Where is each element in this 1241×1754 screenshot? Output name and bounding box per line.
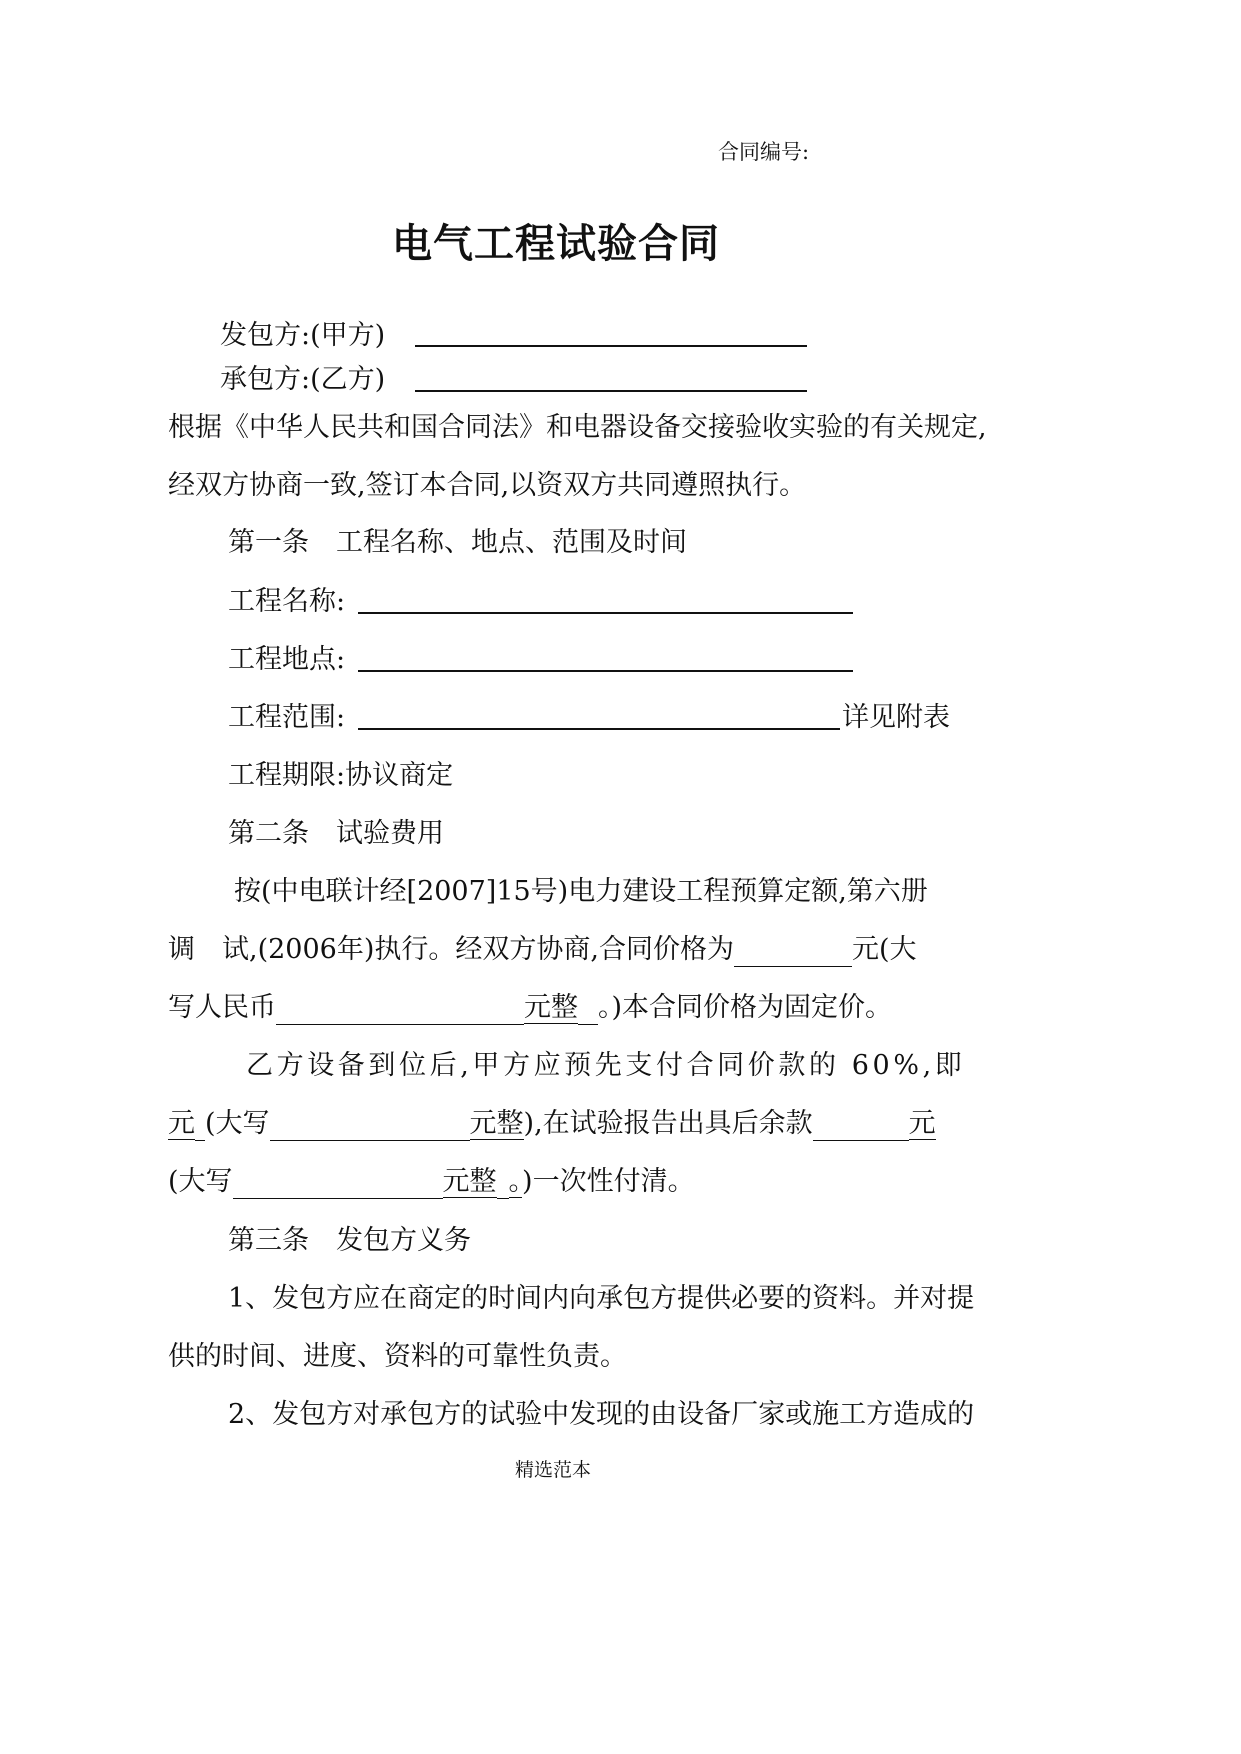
project-period-row — [228, 760, 453, 792]
party-a-blank[interactable] — [415, 345, 807, 347]
article-2-heading: 第二条 试验费用 — [228, 818, 444, 849]
footer-text: 精选范本 — [515, 1459, 592, 1481]
balance-words-open: (大写 — [168, 1166, 233, 1197]
prepay-unit: 元 — [168, 1108, 195, 1139]
fee-paragraph-line-1: 按(中电联计经[2007]15号)电力建设工程预算定额,第六册 — [234, 876, 928, 907]
project-scope-blank[interactable] — [358, 728, 840, 730]
project-name-blank[interactable] — [358, 612, 853, 614]
fee-line-2-end: 元(大 — [851, 934, 917, 965]
obligation-1-line-1: 1、发包方应在商定的时间内向承包方提供必要的资料。并对提 — [228, 1283, 975, 1314]
intro-line-2: 经双方协商一致,签订本合同,以资双方共同遵照执行。 — [168, 470, 807, 501]
price-in-words-unit: 元整 — [524, 992, 578, 1023]
obligation-1-line-2: 供的时间、进度、资料的可靠性负责。 — [168, 1341, 627, 1372]
balance-words-period: 。 — [508, 1166, 523, 1197]
project-scope-suffix: 详见附表 — [842, 702, 950, 733]
project-location-blank[interactable] — [358, 670, 853, 672]
price-in-words-blank[interactable] — [276, 992, 524, 1025]
article-3-heading: 第三条 发包方义务 — [228, 1225, 471, 1256]
fee-paragraph-line-3 — [168, 992, 892, 1025]
article-1-heading: 第一条 工程名称、地点、范围及时间 — [228, 527, 687, 558]
fee-line-3-start: 写人民币 — [168, 992, 276, 1023]
fee-line-3-end: )本合同价格为固定价。 — [611, 992, 893, 1023]
payment-line-3-end: )一次性付清。 — [522, 1166, 695, 1197]
payment-paragraph-line-2 — [168, 1108, 936, 1141]
obligation-2-line-1: 2、发包方对承包方的试验中发现的由设备厂家或施工方造成的 — [228, 1399, 975, 1430]
balance-words-unit: 元整 — [442, 1166, 497, 1197]
prepay-words-blank[interactable] — [270, 1108, 470, 1141]
balance-text: ),在试验报告出具后余款 — [523, 1108, 813, 1139]
payment-paragraph-line-3 — [168, 1166, 695, 1199]
party-b-blank[interactable] — [415, 390, 807, 392]
project-scope-label: 工程范围: — [228, 702, 346, 733]
balance-words-blank[interactable] — [233, 1166, 443, 1199]
contract-price-blank[interactable] — [734, 934, 852, 967]
party-b-label: 承包方:(乙方) — [220, 364, 386, 395]
document-title: 电气工程试验合同 — [392, 220, 720, 267]
price-unit-period: 。 — [598, 992, 612, 1023]
project-name-label: 工程名称: — [228, 586, 346, 617]
balance-blank[interactable] — [813, 1108, 909, 1141]
contract-number-label: 合同编号: — [718, 140, 810, 164]
payment-paragraph-line-1: 乙方设备到位后,甲方应预先支付合同价款的 60%,即 — [246, 1050, 966, 1081]
fee-paragraph-line-2 — [168, 934, 917, 967]
project-period-value: 协议商定 — [345, 760, 454, 791]
party-a-label: 发包方:(甲方) — [220, 320, 386, 351]
fee-line-2-text: 调 试,(2006年)执行。经双方协商,合同价格为 — [168, 934, 734, 965]
balance-unit-gap — [497, 1166, 509, 1199]
price-unit-gap — [578, 992, 598, 1025]
project-period-label: 工程期限: — [228, 760, 346, 791]
prepay-words-open: (大写 — [205, 1108, 270, 1139]
prepay-words-unit: 元整 — [469, 1108, 524, 1139]
party-a-row — [220, 320, 385, 352]
party-b-row — [220, 364, 385, 396]
prepay-unit-gap — [195, 1108, 205, 1141]
balance-unit: 元 — [908, 1108, 936, 1139]
project-location-label: 工程地点: — [228, 644, 346, 675]
intro-line-1: 根据《中华人民共和国合同法》和电器设备交接验收实验的有关规定, — [168, 412, 987, 443]
